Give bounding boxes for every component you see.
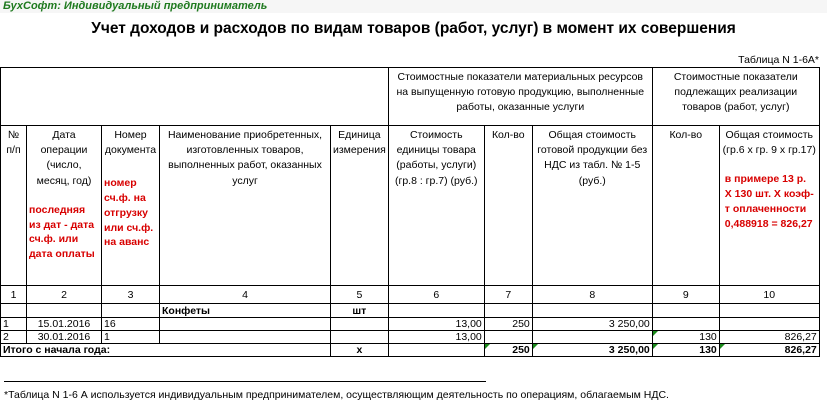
header-group-goods: Стоимостные показатели подлежащих реализации товаров (работ, услуг) [652, 68, 819, 126]
cell-name[interactable] [160, 318, 331, 331]
column-number: 10 [719, 286, 819, 304]
cell-total-value[interactable]: 826,27 [719, 331, 819, 344]
header-group-row [1, 68, 820, 126]
cell-total-cost[interactable] [532, 331, 652, 344]
cell-total-cost[interactable]: 3 250,00 [532, 318, 652, 331]
column-number: 5 [331, 286, 389, 304]
col-header-doc [102, 126, 160, 286]
cell-unit[interactable] [331, 331, 389, 344]
cell-unit-cost[interactable]: 13,00 [388, 318, 484, 331]
totals-unit-cost[interactable] [388, 344, 484, 357]
cell-num[interactable]: 1 [1, 318, 27, 331]
app-header-bar [0, 0, 827, 13]
column-number: 6 [388, 286, 484, 304]
group-unit[interactable]: шт [331, 304, 389, 318]
cell-date[interactable]: 15.01.2016 [27, 318, 102, 331]
table-label: Таблица N 1-6А* [738, 54, 819, 66]
cell-name[interactable] [160, 331, 331, 344]
page-title: Учет доходов и расходов по видам товаров (работ, услуг) в момент их совершения [91, 20, 736, 37]
column-number: 1 [1, 286, 27, 304]
totals-total-value[interactable]: 826,27 [719, 344, 819, 357]
annotation-total: в примере 13 р. Х 130 шт. Х коэф-т оплаченности 0,488918 = 826,27 [724, 173, 814, 230]
app-name: БухСофт: Индивидуальный предприниматель [3, 0, 268, 12]
header-row [1, 126, 820, 286]
totals-unit: х [331, 344, 389, 357]
table-row [1, 318, 820, 331]
header-blank [1, 68, 389, 126]
totals-total-cost[interactable]: 3 250,00 [532, 344, 652, 357]
cell-unit-cost[interactable]: 13,00 [388, 331, 484, 344]
header-group-material: Стоимостные показатели материальных ресурсов на выпущенную готовую продукцию, выполненные работы, оказанные услуги [388, 68, 652, 126]
column-number: 2 [27, 286, 102, 304]
col-header-qty2: Кол-во [652, 126, 719, 286]
column-number-row [1, 286, 820, 304]
column-number: 3 [102, 286, 160, 304]
cell-date[interactable]: 30.01.2016 [27, 331, 102, 344]
col-header-qty1: Кол-во [484, 126, 532, 286]
column-number: 4 [160, 286, 331, 304]
cell-qty2[interactable]: 130 [652, 331, 719, 344]
cell-qty1[interactable]: 250 [484, 318, 532, 331]
footnote: *Таблица N 1-6 А используется индивидуальным предпринимателем, осуществляющим деятельность по операциям, облагаемым НДС. [4, 389, 669, 401]
group-name[interactable]: Конфеты [160, 304, 331, 318]
column-number: 7 [484, 286, 532, 304]
totals-qty2[interactable]: 130 [652, 344, 719, 357]
totals-label: Итого с начала года: [1, 344, 331, 357]
cell-unit[interactable] [331, 318, 389, 331]
col-header-date-label: Дата операции (число, месяц, год) [36, 129, 92, 187]
col-header-total-cost: Общая стоимость готовой продукции без НДС из табл. № 1-5 (руб.) [532, 126, 652, 286]
col-header-name: Наименование приобретенных, изготовленных товаров, выполненных работ, оказанных услуг [160, 126, 331, 286]
column-number: 8 [532, 286, 652, 304]
totals-qty1[interactable]: 250 [484, 344, 532, 357]
col-header-date [27, 126, 102, 286]
col-header-unit: Единица измерения [331, 126, 389, 286]
cell-num[interactable]: 2 [1, 331, 27, 344]
col-header-num: № п/п [1, 126, 27, 286]
col-header-doc-label: Номер документа [104, 129, 157, 157]
group-row [1, 304, 820, 318]
column-number: 9 [652, 286, 719, 304]
col-header-unit-cost: Стоимость единицы товара (работы, услуги) (гр.8 : гр.7) (руб.) [388, 126, 484, 286]
col-header-total-value-label: Общая стоимость (гр.6 х гр. 9 х гр.17) [722, 129, 816, 157]
totals-row [1, 344, 820, 357]
ledger-table [0, 67, 820, 357]
footnote-divider [4, 381, 486, 382]
col-header-total-value [719, 126, 819, 286]
table-row [1, 331, 820, 344]
annotation-date: последняя из дат - дата сч.ф. или дата оплаты [29, 203, 95, 260]
cell-total-value[interactable] [719, 318, 819, 331]
annotation-doc: номер сч.ф. на отгрузку или сч.ф. на аванс [104, 177, 154, 249]
cell-doc[interactable]: 16 [102, 318, 160, 331]
cell-doc[interactable]: 1 [102, 331, 160, 344]
cell-qty2[interactable] [652, 318, 719, 331]
cell-qty1[interactable] [484, 331, 532, 344]
